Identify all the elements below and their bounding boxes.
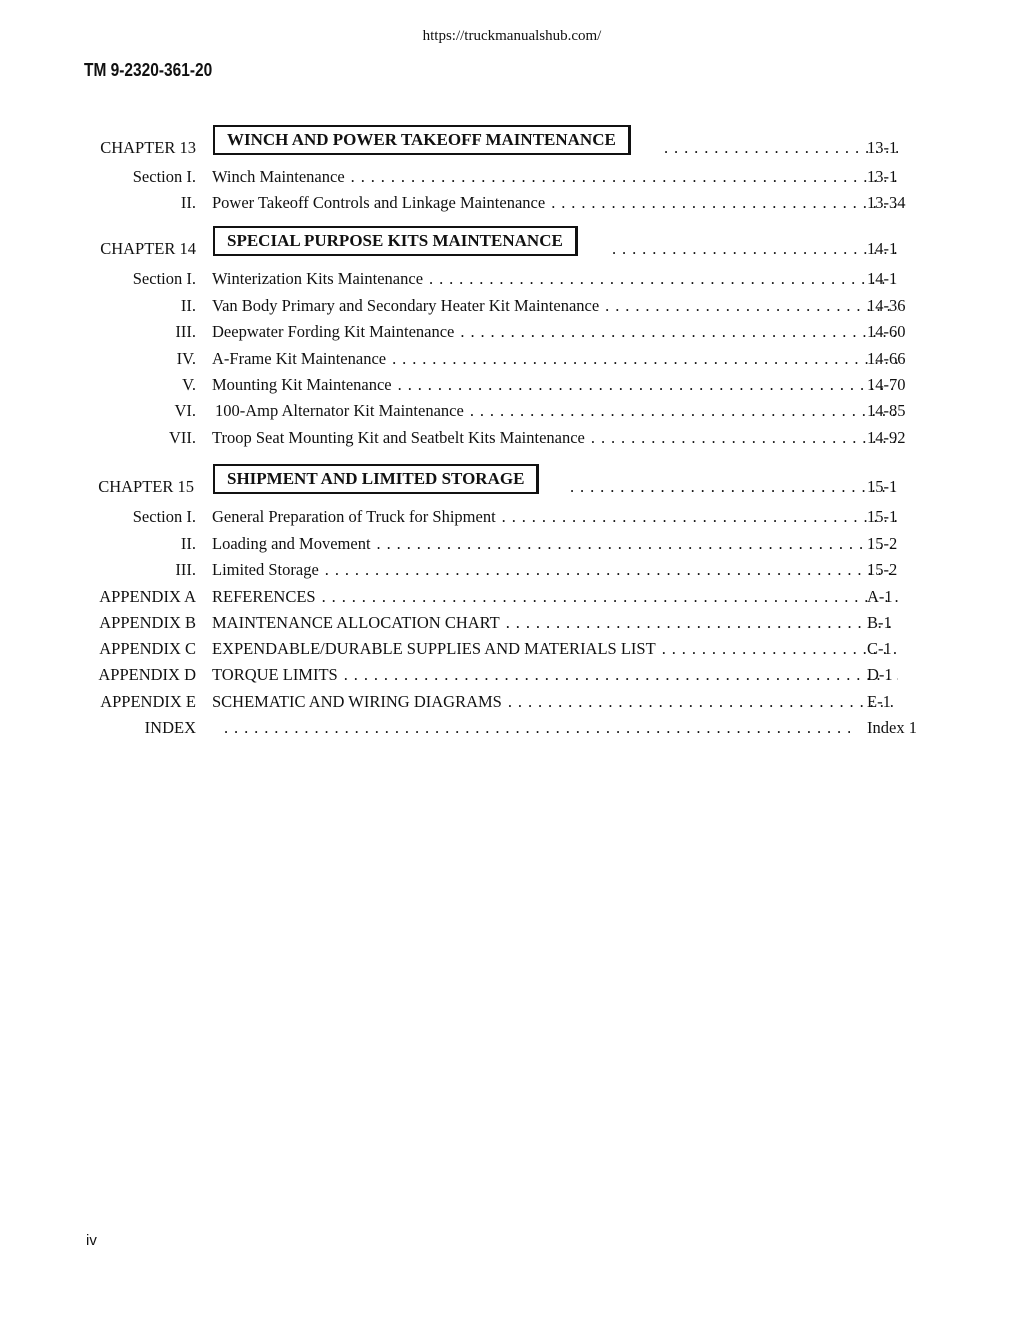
toc-section-row[interactable] bbox=[0, 165, 1024, 189]
section-label: V. bbox=[182, 375, 196, 394]
dot-leader bbox=[470, 399, 898, 423]
toc-section-row[interactable] bbox=[0, 505, 1024, 529]
dot-leader bbox=[377, 532, 898, 556]
page-ref: Index 1 bbox=[867, 718, 917, 737]
appendix-title: SCHEMATIC AND WIRING DIAGRAMS bbox=[212, 692, 502, 711]
toc-chapter-15[interactable] bbox=[0, 469, 1024, 499]
chapter-title-box: SHIPMENT AND LIMITED STORAGE bbox=[213, 464, 539, 494]
section-label: III. bbox=[175, 322, 196, 341]
section-title: Mounting Kit Maintenance bbox=[212, 375, 392, 394]
dot-leader bbox=[551, 191, 898, 215]
section-title: 100-Amp Alternator Kit Maintenance bbox=[215, 401, 464, 420]
appendix-label: APPENDIX C bbox=[99, 639, 196, 658]
section-title: Limited Storage bbox=[212, 560, 319, 579]
toc-appendix-e[interactable] bbox=[0, 690, 1024, 714]
section-title: Winch Maintenance bbox=[212, 167, 345, 186]
page-ref: 15-1 bbox=[867, 477, 898, 496]
section-label: VI. bbox=[174, 401, 196, 420]
toc-section-row[interactable] bbox=[0, 426, 1024, 450]
dot-leader bbox=[224, 716, 850, 740]
dot-leader bbox=[662, 637, 898, 661]
chapter-title-box: SPECIAL PURPOSE KITS MAINTENANCE bbox=[213, 226, 578, 256]
page-ref: D-1 bbox=[867, 665, 893, 684]
section-title: Loading and Movement bbox=[212, 534, 371, 553]
chapter-label: CHAPTER 13 bbox=[100, 138, 196, 157]
page-ref: 13-1 bbox=[867, 138, 898, 157]
page-ref: 13-1 bbox=[867, 167, 898, 186]
page-ref: 14-1 bbox=[867, 239, 898, 258]
dot-leader bbox=[570, 475, 898, 499]
toc-section-row[interactable] bbox=[0, 347, 1024, 371]
section-label: Section I. bbox=[132, 167, 196, 186]
page-ref: E-1 bbox=[867, 692, 891, 711]
page-ref: C-1 bbox=[867, 639, 892, 658]
section-label: VII. bbox=[168, 428, 196, 447]
section-title: General Preparation of Truck for Shipment bbox=[212, 507, 496, 526]
page-ref: A-1 bbox=[867, 587, 893, 606]
dot-leader bbox=[344, 663, 898, 687]
section-label: III. bbox=[175, 560, 196, 579]
section-label: II. bbox=[180, 296, 196, 315]
appendix-label: APPENDIX B bbox=[99, 613, 196, 632]
dot-leader bbox=[605, 294, 898, 318]
dot-leader bbox=[612, 237, 898, 261]
toc-section-row[interactable] bbox=[0, 294, 1024, 318]
appendix-title: TORQUE LIMITS bbox=[212, 665, 338, 684]
toc-section-row[interactable] bbox=[0, 373, 1024, 397]
dot-leader bbox=[460, 320, 898, 344]
index-label: INDEX bbox=[144, 718, 196, 737]
section-label: Section I. bbox=[132, 269, 196, 288]
dot-leader bbox=[664, 136, 898, 160]
toc-appendix-d[interactable] bbox=[0, 663, 1024, 687]
toc-appendix-b[interactable] bbox=[0, 611, 1024, 635]
section-label: II. bbox=[180, 534, 196, 553]
dot-leader bbox=[351, 165, 898, 189]
appendix-title: MAINTENANCE ALLOCATION CHART bbox=[212, 613, 500, 632]
section-label: II. bbox=[180, 193, 196, 212]
toc-chapter-13[interactable] bbox=[0, 130, 1024, 160]
page-ref: 14-66 bbox=[867, 349, 906, 368]
page-ref: 15-1 bbox=[867, 507, 898, 526]
page-number: iv bbox=[86, 1232, 97, 1249]
page-ref: 14-92 bbox=[867, 428, 906, 447]
section-title: Power Takeoff Controls and Linkage Maintenance bbox=[212, 193, 546, 212]
dot-leader bbox=[508, 690, 898, 714]
page-ref: 13-34 bbox=[867, 193, 906, 212]
toc-section-row[interactable] bbox=[0, 267, 1024, 291]
dot-leader bbox=[502, 505, 898, 529]
toc-section-row[interactable] bbox=[0, 320, 1024, 344]
appendix-label: APPENDIX E bbox=[100, 692, 196, 711]
toc-section-row[interactable] bbox=[0, 558, 1024, 582]
page-ref: 14-1 bbox=[867, 269, 898, 288]
section-title: Van Body Primary and Secondary Heater Kit Maintenance bbox=[212, 296, 600, 315]
toc-section-row[interactable] bbox=[0, 399, 1024, 423]
dot-leader bbox=[591, 426, 898, 450]
appendix-label: APPENDIX A bbox=[99, 587, 196, 606]
dot-leader bbox=[392, 347, 898, 371]
toc-appendix-c[interactable] bbox=[0, 637, 1024, 661]
section-title: Winterization Kits Maintenance bbox=[212, 269, 424, 288]
section-label: IV. bbox=[176, 349, 196, 368]
page-ref: 14-70 bbox=[867, 375, 906, 394]
section-label: Section I. bbox=[132, 507, 196, 526]
page-ref: 15-2 bbox=[867, 534, 898, 553]
source-url[interactable]: https://truckmanualshub.com/ bbox=[422, 28, 602, 44]
dot-leader bbox=[429, 267, 898, 291]
chapter-label: CHAPTER 15 bbox=[98, 477, 194, 496]
dot-leader bbox=[322, 585, 898, 609]
appendix-title: REFERENCES bbox=[212, 587, 316, 606]
section-title: Troop Seat Mounting Kit and Seatbelt Kits Maintenance bbox=[212, 428, 585, 447]
toc-appendix-a[interactable] bbox=[0, 585, 1024, 609]
dot-leader bbox=[506, 611, 898, 635]
chapter-label: CHAPTER 14 bbox=[100, 239, 196, 258]
toc-section-row[interactable] bbox=[0, 191, 1024, 215]
appendix-title: EXPENDABLE/DURABLE SUPPLIES AND MATERIALS LIST bbox=[212, 639, 656, 658]
dot-leader bbox=[398, 373, 898, 397]
toc-chapter-14[interactable] bbox=[0, 231, 1024, 261]
tm-number: TM 9-2320-361-20 bbox=[84, 60, 213, 80]
page-ref: 14-60 bbox=[867, 322, 906, 341]
page-ref: 14-36 bbox=[867, 296, 906, 315]
toc-section-row[interactable] bbox=[0, 532, 1024, 556]
dot-leader bbox=[325, 558, 898, 582]
chapter-title-box: WINCH AND POWER TAKEOFF MAINTENANCE bbox=[213, 125, 631, 155]
toc-index[interactable] bbox=[0, 716, 1024, 740]
page-ref: 15-2 bbox=[867, 560, 898, 579]
appendix-label: APPENDIX D bbox=[98, 665, 196, 684]
page-ref: 14-85 bbox=[867, 401, 906, 420]
section-title: Deepwater Fording Kit Maintenance bbox=[212, 322, 455, 341]
section-title: A-Frame Kit Maintenance bbox=[212, 349, 387, 368]
page-ref: B-1 bbox=[867, 613, 892, 632]
